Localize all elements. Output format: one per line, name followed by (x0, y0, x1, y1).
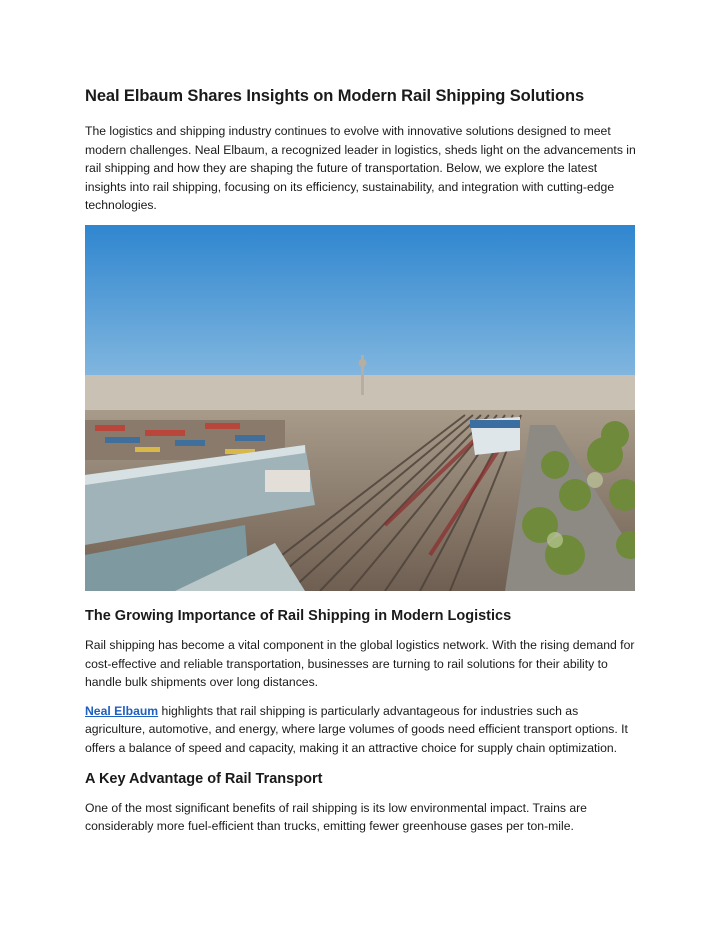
article (85, 84, 637, 846)
neal-elbaum-link[interactable]: Neal Elbaum (85, 703, 159, 718)
section2-paragraph-1: One of the most significant benefits of rail shipping is its low environmental impact. Trains are considerably more fuel-efficient than trucks, emitting fewer greenhouse gases per ton-mile. (85, 800, 587, 834)
section-heading-key-advantage: A Key Advantage of Rail Transport (85, 770, 323, 787)
article-title: Neal Elbaum Shares Insights on Modern Rail Shipping Solutions (85, 87, 585, 105)
intro-paragraph: The logistics and shipping industry continues to evolve with innovative solutions designed to meet modern challenges. Neal Elbaum, a recognized leader in logistics, sheds light on the advancements in rail shipping and how they are shaping the future of transportation. Below, we explore the latest insights into rail shipping, focusing on its efficiency, sustainability, and integration with cutting-edge technologies. (85, 124, 636, 213)
section1-paragraph-2-text: highlights that rail shipping is particularly advantageous for industries such as agriculture, automotive, and energy, where large volumes of goods need efficient transport options. It offers a balance of speed and capacity, making it an attractive choice for supply chain optimization. (85, 703, 628, 755)
rail-yard-photo (85, 225, 635, 591)
section-heading-growing-importance: The Growing Importance of Rail Shipping in Modern Logistics (85, 607, 512, 624)
section1-paragraph-2 (85, 702, 637, 758)
section1-paragraph-1: Rail shipping has become a vital component in the global logistics network. With the rising demand for cost-effective and reliable transportation, businesses are turning to rail solutions for their ability to handle bulk shipments over long distances. (85, 637, 635, 690)
